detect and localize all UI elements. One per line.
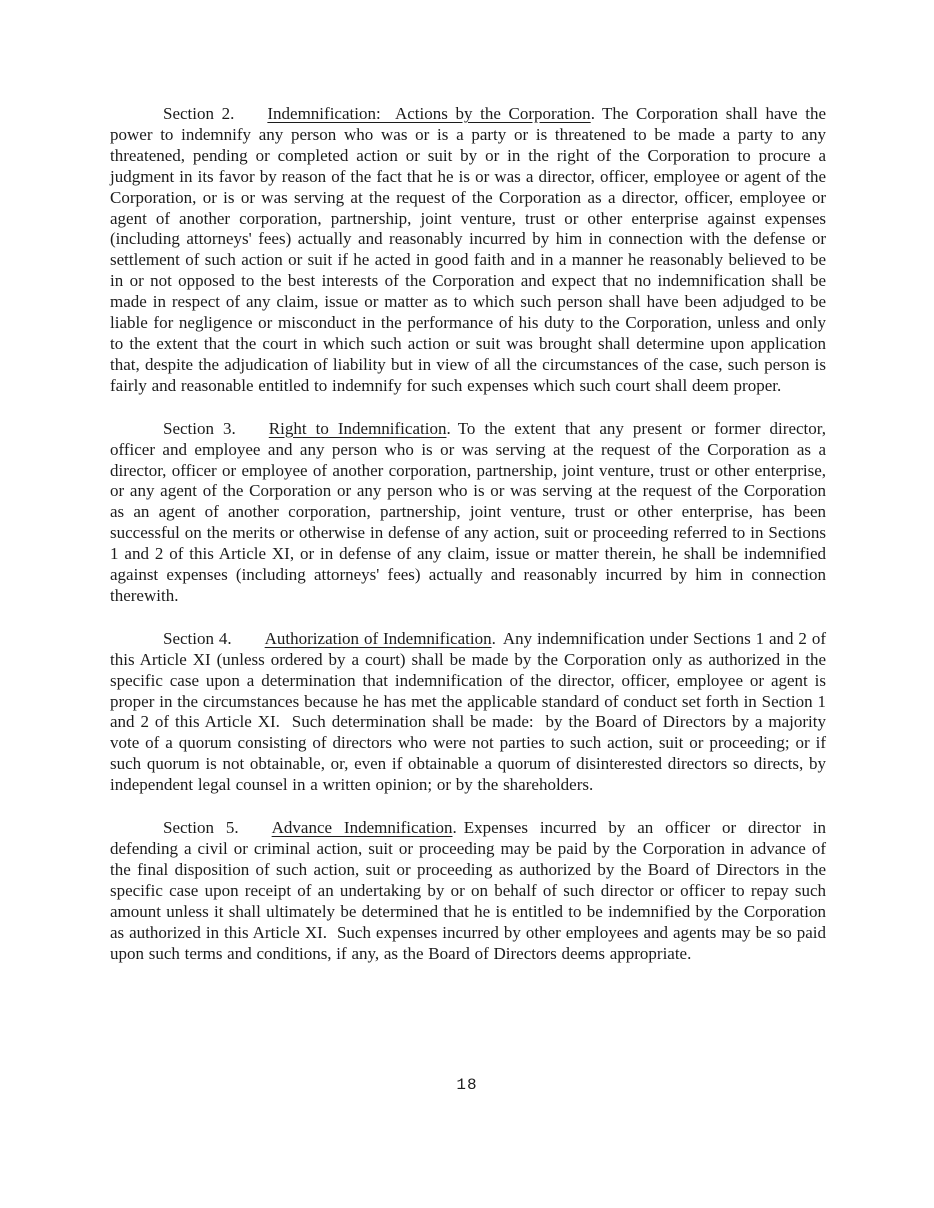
section-2-body: The Corporation shall have the power to indemnify any person who was or is a party or is threatened to be made a party to any threatened, pending or completed action or suit by or in the right of the Corporation to procure a judgment in its favor by reason of the fact that he is or was a director, officer, employee or agent of the Corporation, or is or was serving at the request of the Corporation as a director, officer, employee or agent of another corporation, partnership, joint venture, trust or other enterprise against expenses (including attorneys' fees) actually and reasonably incurred by him in connection with the defense or settlement of such action or suit if he acted in good faith and in a manner he reasonably believed to be in or not opposed to the best interests of the Corporation and expect that no indemnification shall be made in respect of any claim, issue or matter as to which such person shall have been adjudged to be liable for negligence or misconduct in the performance of his duty to the Corporation, unless and only to the extent that the court in which such action or suit was brought shall determine upon application that, despite the adjudication of liability but in view of all the circumstances of the case, such person is fairly and reasonable entitled to indemnify for such expenses which such court shall deem proper. [110,104,826,395]
section-5-title: Advance Indemnification [271,818,453,838]
section-4-label: Section 4. [163,628,232,648]
section-5-label: Section 5. [163,818,239,838]
section-4-title-period: . [491,628,496,648]
document-body [110,104,826,986]
section-2-label: Section 2. [163,104,235,123]
section-4-title: Authorization of Indemnification [264,628,492,648]
section-3-title: Right to Indemnification [268,418,447,438]
page-number: 18 [456,1076,478,1094]
section-5-paragraph [110,818,826,964]
section-5-body: Expenses incurred by an officer or director in defending a civil or criminal action, suit or proceeding may be paid by the Corporation in advance of the final disposition of such action, suit or proceeding as authorized by the Board of Directors in the specific case upon receipt of an undertaking by or on behalf of such director or officer to repay such amount unless it shall ultimately be determined that he is entitled to be indemnified by the Corporation as authorized in this Article XI. Such expenses incurred by other employees and agents may be so paid upon such terms and conditions, if any, as the Board of Directors deems appropriate. [110,818,826,963]
section-2-title: Indemnification: Actions by the Corporation [267,104,591,123]
section-3-body: To the extent that any present or former director, officer and employee and any person who is or was serving at the request of the Corporation as a director, officer or employee of another corporation, partnership, joint venture, trust or other enterprise, or any agent of the Corporation or any person who is or was serving at the request of the Corporation as an agent of another corporation, partnership, joint venture, trust or other enterprise, has been successful on the merits or otherwise in defense of any action, suit or proceeding referred to in Sections 1 and 2 of this Article XI, or in defense of any claim, issue or matter therein, he shall be indemnified against expenses (including attorneys' fees) actually and reasonably incurred by him in connection therewith. [110,418,826,605]
section-5-title-period: . [452,818,457,838]
section-3-paragraph [110,419,826,607]
section-2-paragraph [110,104,826,397]
section-3-label: Section 3. [163,418,236,438]
section-4-body: Any indemnification under Sections 1 and 2 of this Article XI (unless ordered by a court) shall be made by the Corporation only as authorized in the specific case upon a determination that indemnification of the director, officer, employee or agent is proper in the circumstances because he has met the applicable standard of conduct set forth in Section 1 and 2 of this Article XI. Such determination shall be made: by the Board of Directors by a majority vote of a quorum consisting of directors who were not parties to such action, suit or proceeding; or if such quorum is not obtainable, or, even if obtainable a quorum of disinterested directors so directs, by independent legal counsel in a written opinion; or by the shareholders. [110,628,826,795]
section-2-title-period: . [590,104,595,123]
section-3-title-period: . [446,418,451,438]
section-4-paragraph [110,629,826,796]
